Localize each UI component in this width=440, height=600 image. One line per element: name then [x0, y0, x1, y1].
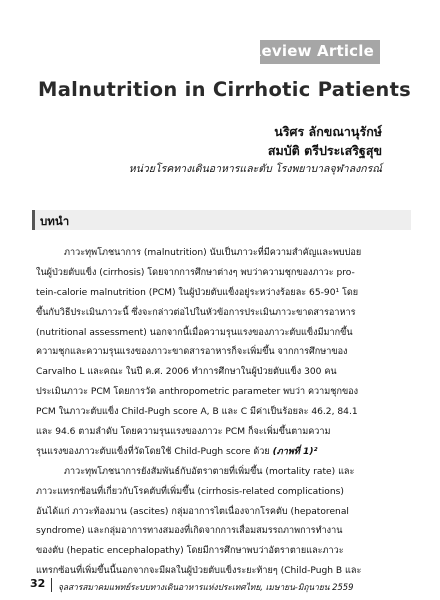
body-line: (nutritional assessment) นอกจากนี้เมื่อความรุนแรงของภาวะตับแข็งมีมากขึ้น: [36, 327, 353, 338]
body-line: และ 94.6 ตามลำดับ โดยความรุนแรงของภาวะ PCM ก็จะเพิ่มขึ้นตามความ: [36, 427, 331, 438]
body-line-text: รุนแรงของภาวะตับแข็งที่วัดโดยใช้ Child-Pugh score ด้วย: [36, 446, 270, 457]
body-line: ภาวะทุพโภชนาการ (malnutrition) นับเป็นภาวะที่มีความสำคัญและพบบ่อย: [64, 248, 362, 258]
page-number: 32: [30, 577, 46, 590]
body-line: syndrome) และกลุ่มอาการทางสมองที่เกิดจากการเสื่อมสมรรถภาพการทำงาน: [36, 526, 343, 537]
article-body: [36, 244, 408, 582]
body-line: แทรกซ้อนที่เพิ่มขึ้นนี้นอกจากจะมีผลในผู้ป่วยตับแข็งระยะท้ายๆ (Child-Pugh B และ: [36, 566, 362, 577]
footer-divider: [51, 578, 52, 592]
section-heading-bar: [32, 210, 411, 230]
body-line-with-ref: [36, 443, 408, 463]
affiliation: หน่วยโรคทางเดินอาหารและตับ โรงพยาบาลจุฬาลงกรณ์: [128, 163, 382, 175]
body-line: อันได้แก่ ภาวะท้องมาน (ascites) กลุ่มอาการไตเนื่องจากโรคตับ (hepatorenal: [36, 506, 349, 517]
article-title: Malnutrition in Cirrhotic Patients: [38, 78, 412, 101]
body-line: ภาวะทุพโภชนาการยังสัมพันธ์กับอัตราตายที่เพิ่มขึ้น (mortality rate) และ: [64, 466, 355, 477]
author-1: นริศร ลักขณานุรักษ์: [274, 124, 382, 139]
figure-reference: (ภาพที่ 1)²: [272, 446, 318, 457]
body-line: ในผู้ป่วยตับแข็ง (cirrhosis) โดยจากการศึกษาต่างๆ พบว่าความชุกของภาวะ pro-: [36, 267, 355, 278]
body-line: ความชุกและความรุนแรงของภาวะขาดสารอาหารก็จะเพิ่มขึ้น จากการศึกษาของ: [36, 347, 348, 358]
review-label: Review Article: [249, 42, 374, 60]
body-line: ภาวะแทรกซ้อนที่เกี่ยวกับโรคตับที่เพิ่มขึ้น (cirrhosis-related complications): [36, 486, 344, 497]
body-line: tein-calorie malnutrition (PCM) ในผู้ป่วยตับแข็งอยู่ระหว่างร้อยละ 65-90¹ โดย: [36, 287, 359, 298]
body-line: ประเมินภาวะ PCM โดยการวัด anthropometric parameter พบว่า ความชุกของ: [36, 387, 359, 398]
body-line: PCM ในภาวะตับแข็ง Child-Pugh score A, B และ C มีค่าเป็นร้อยละ 46.2, 84.1: [36, 407, 358, 418]
body-line: ขึ้นกับวิธีประเมินภาวะนี้ ซึ่งจะกล่าวต่อไปในหัวข้อการประเมินภาวะขาดสารอาหาร: [36, 307, 356, 318]
body-line: ของตับ (hepatic encephalopathy) โดยมีการศึกษาพบว่าอัตราตายและภาวะ: [36, 546, 344, 557]
journal-footer: จุลสารสมาคมแพทย์ระบบทางเดินอาหารแห่งประเทศไทย, เมษายน-มิถุนายน 2559: [58, 582, 354, 592]
author-2: สมบัติ ตรีประเสริฐสุข: [267, 143, 382, 158]
body-line: Carvalho L และคณะ ในปี ค.ศ. 2006 ทำการศึกษาในผู้ป่วยตับแข็ง 300 คน: [36, 367, 337, 378]
section-heading: บทนำ: [40, 214, 70, 228]
